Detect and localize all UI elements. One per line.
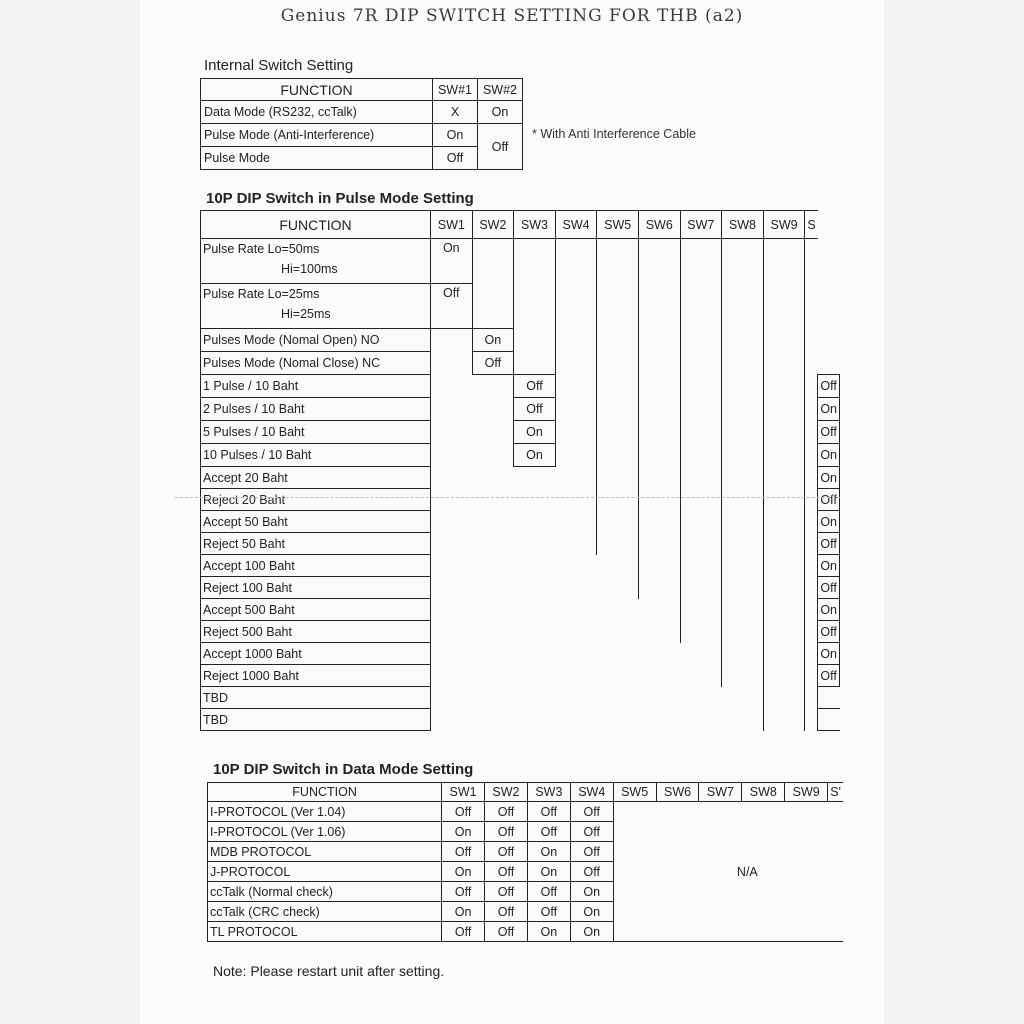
col-sw5: SW5 — [597, 211, 639, 239]
internal-switch-table — [200, 78, 523, 170]
col-sw2: SW2 — [472, 211, 514, 239]
restart-note: Note: Please restart unit after setting. — [213, 963, 445, 979]
col-sw10: S' — [828, 783, 843, 802]
function-cell: Accept 500 Baht — [201, 599, 431, 621]
sw8-cell: On — [818, 599, 840, 621]
sw4-cell: Off — [570, 862, 613, 882]
table-header-row — [201, 79, 523, 101]
table-row — [201, 124, 523, 147]
sw2-cell: Off — [485, 862, 528, 882]
function-cell: Reject 500 Baht — [201, 621, 431, 643]
sw1-cell: Off — [433, 147, 478, 170]
function-cell: I-PROTOCOL (Ver 1.04) — [208, 802, 442, 822]
function-cell: Reject 1000 Baht — [201, 665, 431, 687]
function-cell: TBD — [201, 709, 431, 731]
sw4-cell: Off — [570, 802, 613, 822]
col-sw2: SW2 — [485, 783, 528, 802]
sw4-cell: On — [818, 444, 840, 467]
sw3-cell: On — [514, 444, 556, 467]
sw4-cell: On — [570, 902, 613, 922]
data-heading: 10P DIP Switch in Data Mode Setting — [213, 761, 474, 778]
sw3-cell: On — [514, 421, 556, 444]
scan-fold-line — [175, 497, 840, 498]
col-sw4: SW4 — [570, 783, 613, 802]
table-row — [201, 643, 840, 665]
function-cell: 2 Pulses / 10 Baht — [201, 398, 431, 421]
sw4-cell: Off — [570, 822, 613, 842]
sw3-cell: On — [527, 842, 570, 862]
col-sw6: SW6 — [638, 211, 680, 239]
table-header-row — [201, 211, 840, 239]
sw4-cell: Off — [818, 421, 840, 444]
sw3-cell: Off — [514, 375, 556, 398]
function-cell: 5 Pulses / 10 Baht — [201, 421, 431, 444]
function-cell: TBD — [201, 687, 431, 709]
table-row — [201, 147, 523, 170]
function-cell: Data Mode (RS232, ccTalk) — [201, 101, 433, 124]
sw9-cell: On — [818, 643, 840, 665]
sw8-cell: Off — [818, 621, 840, 643]
data-mode-table — [207, 782, 843, 942]
function-cell: 1 Pulse / 10 Baht — [201, 375, 431, 398]
function-cell: Pulses Mode (Nomal Close) NC — [201, 352, 431, 375]
sw2-cell: Off — [485, 822, 528, 842]
function-cell: Pulse Mode (Anti-Interference) — [201, 124, 433, 147]
function-cell: Accept 20 Baht — [201, 467, 431, 489]
col-sw3: SW3 — [527, 783, 570, 802]
col-sw5: SW5 — [613, 783, 656, 802]
document-title: Genius 7R DIP SWITCH SETTING FOR THB (a2) — [280, 6, 744, 26]
sw1-cell: On — [433, 124, 478, 147]
col-function: FUNCTION — [201, 79, 433, 101]
col-sw6: SW6 — [656, 783, 699, 802]
sw1-cell: Off — [442, 802, 485, 822]
sw3-cell: On — [527, 922, 570, 942]
function-cell: MDB PROTOCOL — [208, 842, 442, 862]
sw2-cell: Off — [485, 902, 528, 922]
table-row — [201, 687, 840, 709]
function-cell: Pulse Rate Lo=50ms Hi=100ms — [201, 239, 431, 284]
sw7-cell: On — [818, 555, 840, 577]
internal-heading: Internal Switch Setting — [204, 57, 354, 74]
col-sw4: SW4 — [555, 211, 597, 239]
function-cell: Pulses Mode (Nomal Open) NO — [201, 329, 431, 352]
table-row — [208, 802, 844, 822]
sw2-cell: Off — [485, 882, 528, 902]
function-cell: Reject 20 Baht — [201, 489, 431, 511]
col-sw3: SW3 — [514, 211, 556, 239]
sw1-cell: On — [442, 902, 485, 922]
sw2-cell: On — [478, 101, 523, 124]
sw4-cell: On — [570, 882, 613, 902]
col-sw1: SW#1 — [433, 79, 478, 101]
sw2-cell: Off — [485, 802, 528, 822]
sw1-cell: On — [442, 822, 485, 842]
col-sw9: SW9 — [763, 211, 805, 239]
function-cell: J-PROTOCOL — [208, 862, 442, 882]
col-sw9: SW9 — [785, 783, 828, 802]
function-cell: Reject 50 Baht — [201, 533, 431, 555]
function-cell: Accept 50 Baht — [201, 511, 431, 533]
function-cell: Pulse Rate Lo=25ms Hi=25ms — [201, 284, 431, 329]
sw3-cell: On — [527, 862, 570, 882]
table-header-row — [208, 783, 844, 802]
sw9-cell: Off — [818, 665, 840, 687]
sw5-cell: On — [818, 467, 840, 489]
sw1-cell: Off — [442, 922, 485, 942]
col-sw7: SW7 — [699, 783, 742, 802]
function-cell: Reject 100 Baht — [201, 577, 431, 599]
sw2-cell: Off — [485, 842, 528, 862]
sw7-cell: Off — [818, 577, 840, 599]
sw2-cell: Off — [478, 124, 523, 170]
col-sw7: SW7 — [680, 211, 722, 239]
sw3-cell: Off — [527, 822, 570, 842]
sw1-cell: Off — [442, 882, 485, 902]
sw3-cell: Off — [527, 882, 570, 902]
sw6-cell: On — [818, 511, 840, 533]
sw2-cell: Off — [485, 922, 528, 942]
col-sw1: SW1 — [442, 783, 485, 802]
table-row — [201, 101, 523, 124]
col-sw8: SW8 — [722, 211, 764, 239]
pulse-mode-table — [200, 210, 840, 731]
sw3-cell: Off — [514, 398, 556, 421]
sw4-cell: On — [818, 398, 840, 421]
sw1-cell: On — [442, 862, 485, 882]
sw2-cell: Off — [472, 352, 514, 375]
sw4-cell: Off — [818, 375, 840, 398]
col-sw1: SW1 — [430, 211, 472, 239]
col-sw2: SW#2 — [478, 79, 523, 101]
sw1-cell: Off — [430, 284, 472, 329]
sw1-cell: Off — [442, 842, 485, 862]
col-function: FUNCTION — [201, 211, 431, 239]
sw6-cell: Off — [818, 533, 840, 555]
sw5-cell: Off — [818, 489, 840, 511]
sw4-cell: Off — [570, 842, 613, 862]
sw1-cell: On — [430, 239, 472, 284]
sw3-cell: Off — [527, 802, 570, 822]
col-function: FUNCTION — [208, 783, 442, 802]
function-cell: Accept 1000 Baht — [201, 643, 431, 665]
function-cell: Accept 100 Baht — [201, 555, 431, 577]
cable-note: * With Anti Interference Cable — [532, 127, 696, 141]
function-cell: TL PROTOCOL — [208, 922, 442, 942]
sw4-cell: On — [570, 922, 613, 942]
function-cell: ccTalk (Normal check) — [208, 882, 442, 902]
function-cell: I-PROTOCOL (Ver 1.06) — [208, 822, 442, 842]
sw3-cell: Off — [527, 902, 570, 922]
sw2-cell: On — [472, 329, 514, 352]
function-cell: 10 Pulses / 10 Baht — [201, 444, 431, 467]
na-cell: N/A — [613, 802, 843, 942]
col-sw10: S — [805, 211, 818, 239]
table-row — [201, 239, 840, 284]
pulse-heading: 10P DIP Switch in Pulse Mode Setting — [206, 190, 474, 207]
function-cell: Pulse Mode — [201, 147, 433, 170]
col-sw8: SW8 — [742, 783, 785, 802]
sw1-cell: X — [433, 101, 478, 124]
function-cell: ccTalk (CRC check) — [208, 902, 442, 922]
